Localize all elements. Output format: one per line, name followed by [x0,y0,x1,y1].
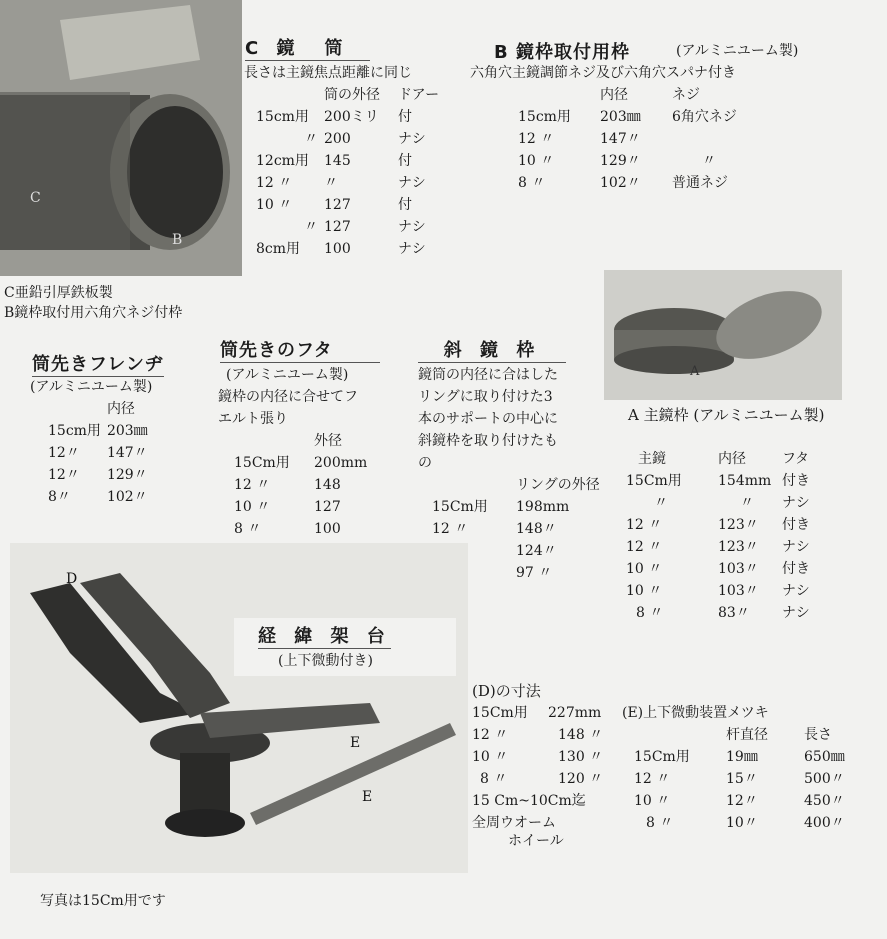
cell: 〃 [304,219,318,235]
cell: 8 〃 [480,771,508,787]
diagonal-col: リングの外径 [516,477,600,493]
table-row [256,128,445,150]
cell: 102〃 [600,175,641,191]
diagonal-note-4: 斜鏡枠を取り付けたも [418,433,558,449]
section-c-heading: C 鏡 筒 [245,34,370,61]
dim-d-heading: (D)の寸法 [472,682,541,700]
cap-note-1: 鏡枠の内径に合せてフ [218,389,358,405]
table-row [256,194,445,216]
table-row [626,470,816,492]
section-a-table [626,448,816,624]
cell: 450〃 [804,793,845,809]
table-row [48,486,154,508]
mirror-cell-label-a: A [690,364,700,379]
cell: 100 [314,521,341,537]
cap-header-row [234,430,373,452]
cell: 6角穴ネジ [672,109,737,125]
flange-table [48,398,154,508]
cell: ナシ [782,495,810,511]
cap-material: (アルミニユーム製) [226,367,349,383]
cell: 8 〃 [518,175,546,191]
cell: 10 〃 [256,197,293,213]
cell: 500〃 [804,771,845,787]
cell: 100 [324,241,351,257]
diagonal-note-1: 鏡筒の内径に合はした [418,367,558,383]
section-b-col: 内径 [600,87,628,103]
dim-d-footer-3: ホイール [508,833,564,849]
cap-note-2: エルト張り [218,411,288,427]
table-row [626,536,816,558]
table-row [256,106,445,128]
table-row [432,496,606,518]
table-row [256,216,445,238]
cell: 15Cm用 [626,473,682,489]
cell: 203㎜ [600,109,641,125]
section-c-col: 筒の外径 [324,87,380,103]
section-b-material: (アルミニユーム製) [676,43,799,59]
flange-col [48,398,107,420]
tube-photo-label-c: C [30,190,41,206]
cell: 148 [314,477,341,493]
cell: 8cm用 [256,241,301,257]
cell: 129〃 [600,153,641,169]
cell: 付 [398,109,412,125]
dim-e-header-row [634,724,851,746]
section-a-col: フタ [782,451,810,467]
cell: 203㎜ [106,423,148,439]
table-row [518,172,743,194]
cell: 12〃 [48,445,80,461]
mount-photo-label-e1: E [350,735,361,751]
table-row [634,812,851,834]
cell: 145 [324,153,351,169]
table-row [472,702,609,724]
cell: 15cm用 [518,109,571,125]
cell: 120 〃 [558,771,604,787]
diagonal-note-3: 本のサポートの中心に [418,411,558,427]
mount-photo-label-e2: E [362,789,373,805]
dim-e-table [634,724,851,834]
tube-photo [0,0,242,276]
cell: ナシ [398,241,426,257]
table-row [234,474,373,496]
section-b-heading: B 鏡枠取付用枠 [494,42,630,63]
cell: 10 〃 [626,561,663,577]
section-a-col: 内径 [718,451,746,467]
cell: 12cm用 [256,153,309,169]
dim-e-col: 長さ [804,727,832,743]
cap-col: 外径 [314,433,342,449]
cell: 10 〃 [234,499,271,515]
cell: 103〃 [718,561,759,577]
table-row [256,238,445,260]
cell: 15〃 [726,771,758,787]
cell: 15Cm用 [432,499,488,515]
dim-e-col [634,724,726,746]
cell: 8 〃 [646,815,674,831]
tube-photo-drawing [0,0,242,276]
section-b-table [518,84,743,194]
table-row [626,602,816,624]
cell: 12 〃 [472,727,509,743]
cell: 8 〃 [234,521,262,537]
cell: 154mm [718,473,772,489]
cell: 124〃 [516,543,557,559]
mirror-cell-drawing [604,270,842,400]
table-row [256,172,445,194]
table-row [634,746,851,768]
tube-caption-1: C亜鉛引厚鉄板製 [4,285,113,301]
table-row [626,558,816,580]
table-row [234,496,373,518]
cell: 〃 [654,495,668,511]
table-row [518,128,743,150]
cell: 12 〃 [234,477,271,493]
cell: ナシ [782,605,810,621]
cell: 127 [324,219,351,235]
cell: 8〃 [48,489,71,505]
dim-d-footer-2: 全周ウオーム [472,815,556,831]
cell: 15cm用 [48,423,101,439]
section-c-note: 長さは主鏡焦点距離に同じ [244,65,412,81]
cell: 147〃 [600,131,641,147]
section-c-col: ドアー [398,87,440,103]
section-c-table [256,84,445,260]
table-row [634,768,851,790]
cell: 12 〃 [432,521,469,537]
cell [672,128,743,150]
mount-subheading: (上下微動付き) [278,653,373,669]
cell: 12 〃 [626,539,663,555]
cell: 10 〃 [626,583,663,599]
mount-photo [10,543,468,873]
mount-photo-drawing [10,543,468,873]
section-c-col [256,84,324,106]
cell: 15Cm用 [634,749,690,765]
cell: 148 〃 [558,727,604,743]
cap-col [234,430,314,452]
cell: 129〃 [106,467,148,483]
mirror-cell-photo [604,270,842,400]
cell: 148〃 [516,521,557,537]
diagonal-col [432,474,516,496]
tube-caption-2: B鏡枠取付用六角穴ネジ付枠 [4,305,183,321]
cell: ナシ [398,219,426,235]
diagonal-header-row [432,474,606,496]
table-row [48,464,154,486]
section-b-note: 六角穴主鏡調節ネジ及び六角穴スパナ付き [470,65,736,81]
table-row [626,580,816,602]
cell: 147〃 [106,445,148,461]
cell: 97 〃 [516,565,553,581]
cell: 10 〃 [634,793,671,809]
tube-photo-label-b: B [172,232,183,248]
table-row [472,768,609,790]
cell: 15cm用 [256,109,309,125]
cell: 12〃 [48,467,80,483]
section-a-col: 主鏡 [638,451,666,467]
cell: 付き [782,561,810,577]
section-a-header-row [626,448,816,470]
table-row [472,746,609,768]
cell: 198mm [516,499,570,515]
section-a-caption: A 主鏡枠 (アルミニユーム製) [628,406,825,424]
cell: 200mm [314,455,368,471]
cell: ナシ [398,131,426,147]
cell: 127 [314,499,341,515]
section-c-header-row [256,84,445,106]
table-row [234,452,373,474]
cell: 〃 [324,175,338,191]
table-row [234,518,373,540]
table-row [432,518,606,540]
dim-e-heading: (E)上下微動装置メツキ [622,705,769,721]
dim-d-footer-1: 15 Cm~10Cm迄 [472,793,586,809]
cell: 12 〃 [518,131,555,147]
cell: 19㎜ [726,749,758,765]
section-b-col [518,84,600,106]
cell: 普通ネジ [672,175,728,191]
cell: 102〃 [106,489,148,505]
cell: 12〃 [726,793,758,809]
mount-photo-label-d: D [66,571,78,587]
dim-d-table [472,702,609,790]
cell: 12 〃 [256,175,293,191]
dim-e-col: 杆直径 [726,727,768,743]
cell: 130 〃 [558,749,604,765]
table-row [48,442,154,464]
table-row [626,492,816,514]
cell: 127 [324,197,351,213]
cell: 200 [324,131,351,147]
flange-heading: 筒先きフレンヂ [32,350,164,377]
mount-heading: 経 緯 架 台 [258,622,391,649]
cap-heading: 筒先きのフタ [220,336,380,363]
flange-header-row [48,398,154,420]
cell: 123〃 [718,539,759,555]
cell: 8 〃 [636,605,664,621]
diagonal-note-5: の [418,455,432,471]
section-b-col: ネジ [672,87,700,103]
table-row [518,150,743,172]
cell: 12 〃 [634,771,671,787]
cell: 123〃 [718,517,759,533]
diagonal-heading: 斜 鏡 枠 [418,336,566,363]
cap-table [234,430,373,540]
cell: 〃 [304,131,318,147]
cell: 10 〃 [472,749,509,765]
cell: 10〃 [726,815,758,831]
table-row [626,514,816,536]
flange-col: 内径 [106,401,135,417]
cell: ナシ [398,175,426,191]
cell: 103〃 [718,583,759,599]
cell: 付 [398,197,412,213]
cell: 12 〃 [626,517,663,533]
table-row [48,420,154,442]
diagonal-note-2: リングに取り付けた3 [418,389,553,405]
section-b-header-row [518,84,743,106]
cell: 15Cm用 [234,455,290,471]
cell: 200ミリ [324,109,379,125]
cell: 227mm [548,705,602,721]
cell: ナシ [782,583,810,599]
cell: 〃 [740,495,754,511]
mount-photo-caption: 写真は15Cm用です [40,893,166,909]
cell: 10 〃 [518,153,555,169]
cell: ナシ [782,539,810,555]
cell: 付 [398,153,412,169]
cell: 付き [782,517,810,533]
cell: 付き [782,473,810,489]
cell: 〃 [702,153,716,169]
cell: 83〃 [718,605,750,621]
table-row [634,790,851,812]
mount-heading-box [234,618,456,676]
table-row [518,106,743,128]
cell: 650㎜ [804,749,845,765]
cell: 15Cm用 [472,705,528,721]
flange-material: (アルミニユーム製) [30,379,153,395]
cell: 400〃 [804,815,845,831]
table-row [472,724,609,746]
table-row [256,150,445,172]
